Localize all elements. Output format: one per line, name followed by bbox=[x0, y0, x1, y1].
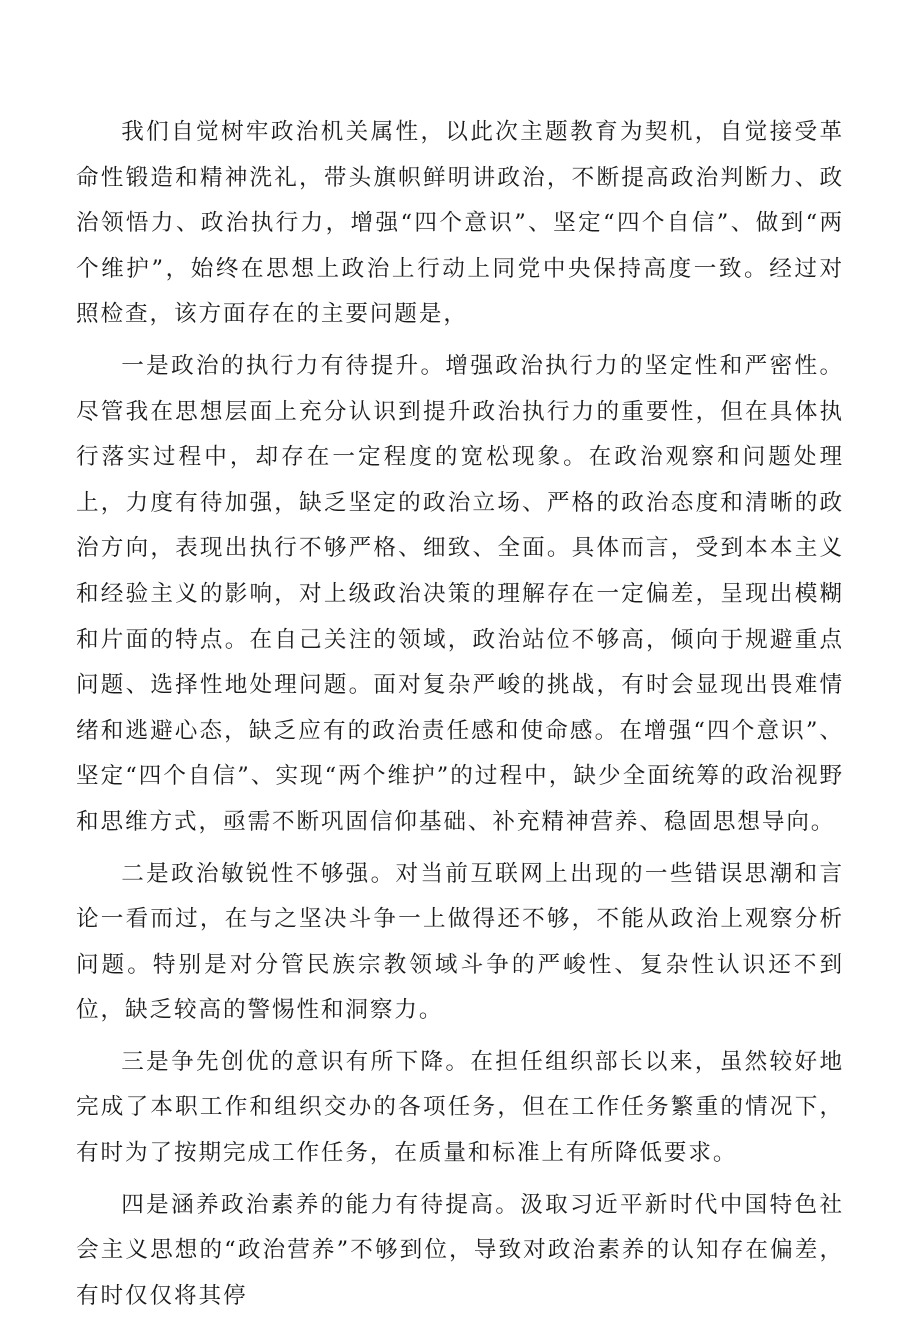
paragraph-point-three: 三是争先创优的意识有所下降。在担任组织部长以来，虽然较好地完成了本职工作和组织交办的各项任务，但在工作任务繁重的情况下，有时为了按期完成工作任务，在质量和标准上有所降低要求。 bbox=[76, 1048, 844, 1167]
paragraph-point-two: 二是政治敏锐性不够强。对当前互联网上出现的一些错误思潮和言论一看而过，在与之坚决斗争一上做得还不够，不能从政治上观察分析问题。特别是对分管民族宗教领域斗争的严峻性、复杂性认识还不到位，缺乏较高的警惕性和洞察力。 bbox=[76, 860, 844, 1024]
paragraph-point-one: 一是政治的执行力有待提升。增强政治执行力的坚定性和严密性。尽管我在思想层面上充分认识到提升政治执行力的重要性，但在具体执行落实过程中，却存在一定程度的宽松现象。在政治观察和问题处理上，力度有待加强，缺乏坚定的政治立场、严格的政治态度和清晰的政治方向，表现出执行不够严格、细致、全面。具体而言，受到本本主义和经验主义的影响，对上级政治决策的理解存在一定偏差，呈现出模糊和片面的特点。在自己关注的领域，政治站位不够高，倾向于规避重点问题、选择性地处理问题。面对复杂严峻的挑战，有时会显现出畏难情绪和逃避心态，缺乏应有的政治责任感和使命感。在增强“四个意识”、坚定“四个自信”、实现“两个维护”的过程中，缺少全面统筹的政治视野和思维方式，亟需不断巩固信仰基础、补充精神营养、稳固思想导向。 bbox=[76, 352, 844, 835]
document-body bbox=[76, 110, 844, 1319]
paragraph-point-four: 四是涵养政治素养的能力有待提高。汲取习近平新时代中国特色社会主义思想的“政治营养”不够到位，导致对政治素养的认知存在偏差，有时仅仅将其停 bbox=[76, 1191, 844, 1309]
paragraph-intro: 我们自觉树牢政治机关属性，以此次主题教育为契机，自觉接受革命性锻造和精神洗礼，带头旗帜鲜明讲政治，不断提高政治判断力、政治领悟力、政治执行力，增强“四个意识”、坚定“四个自信”、做到“两个维护”，始终在思想上政治上行动上同党中央保持高度一致。经过对照检查，该方面存在的主要问题是， bbox=[76, 119, 844, 328]
